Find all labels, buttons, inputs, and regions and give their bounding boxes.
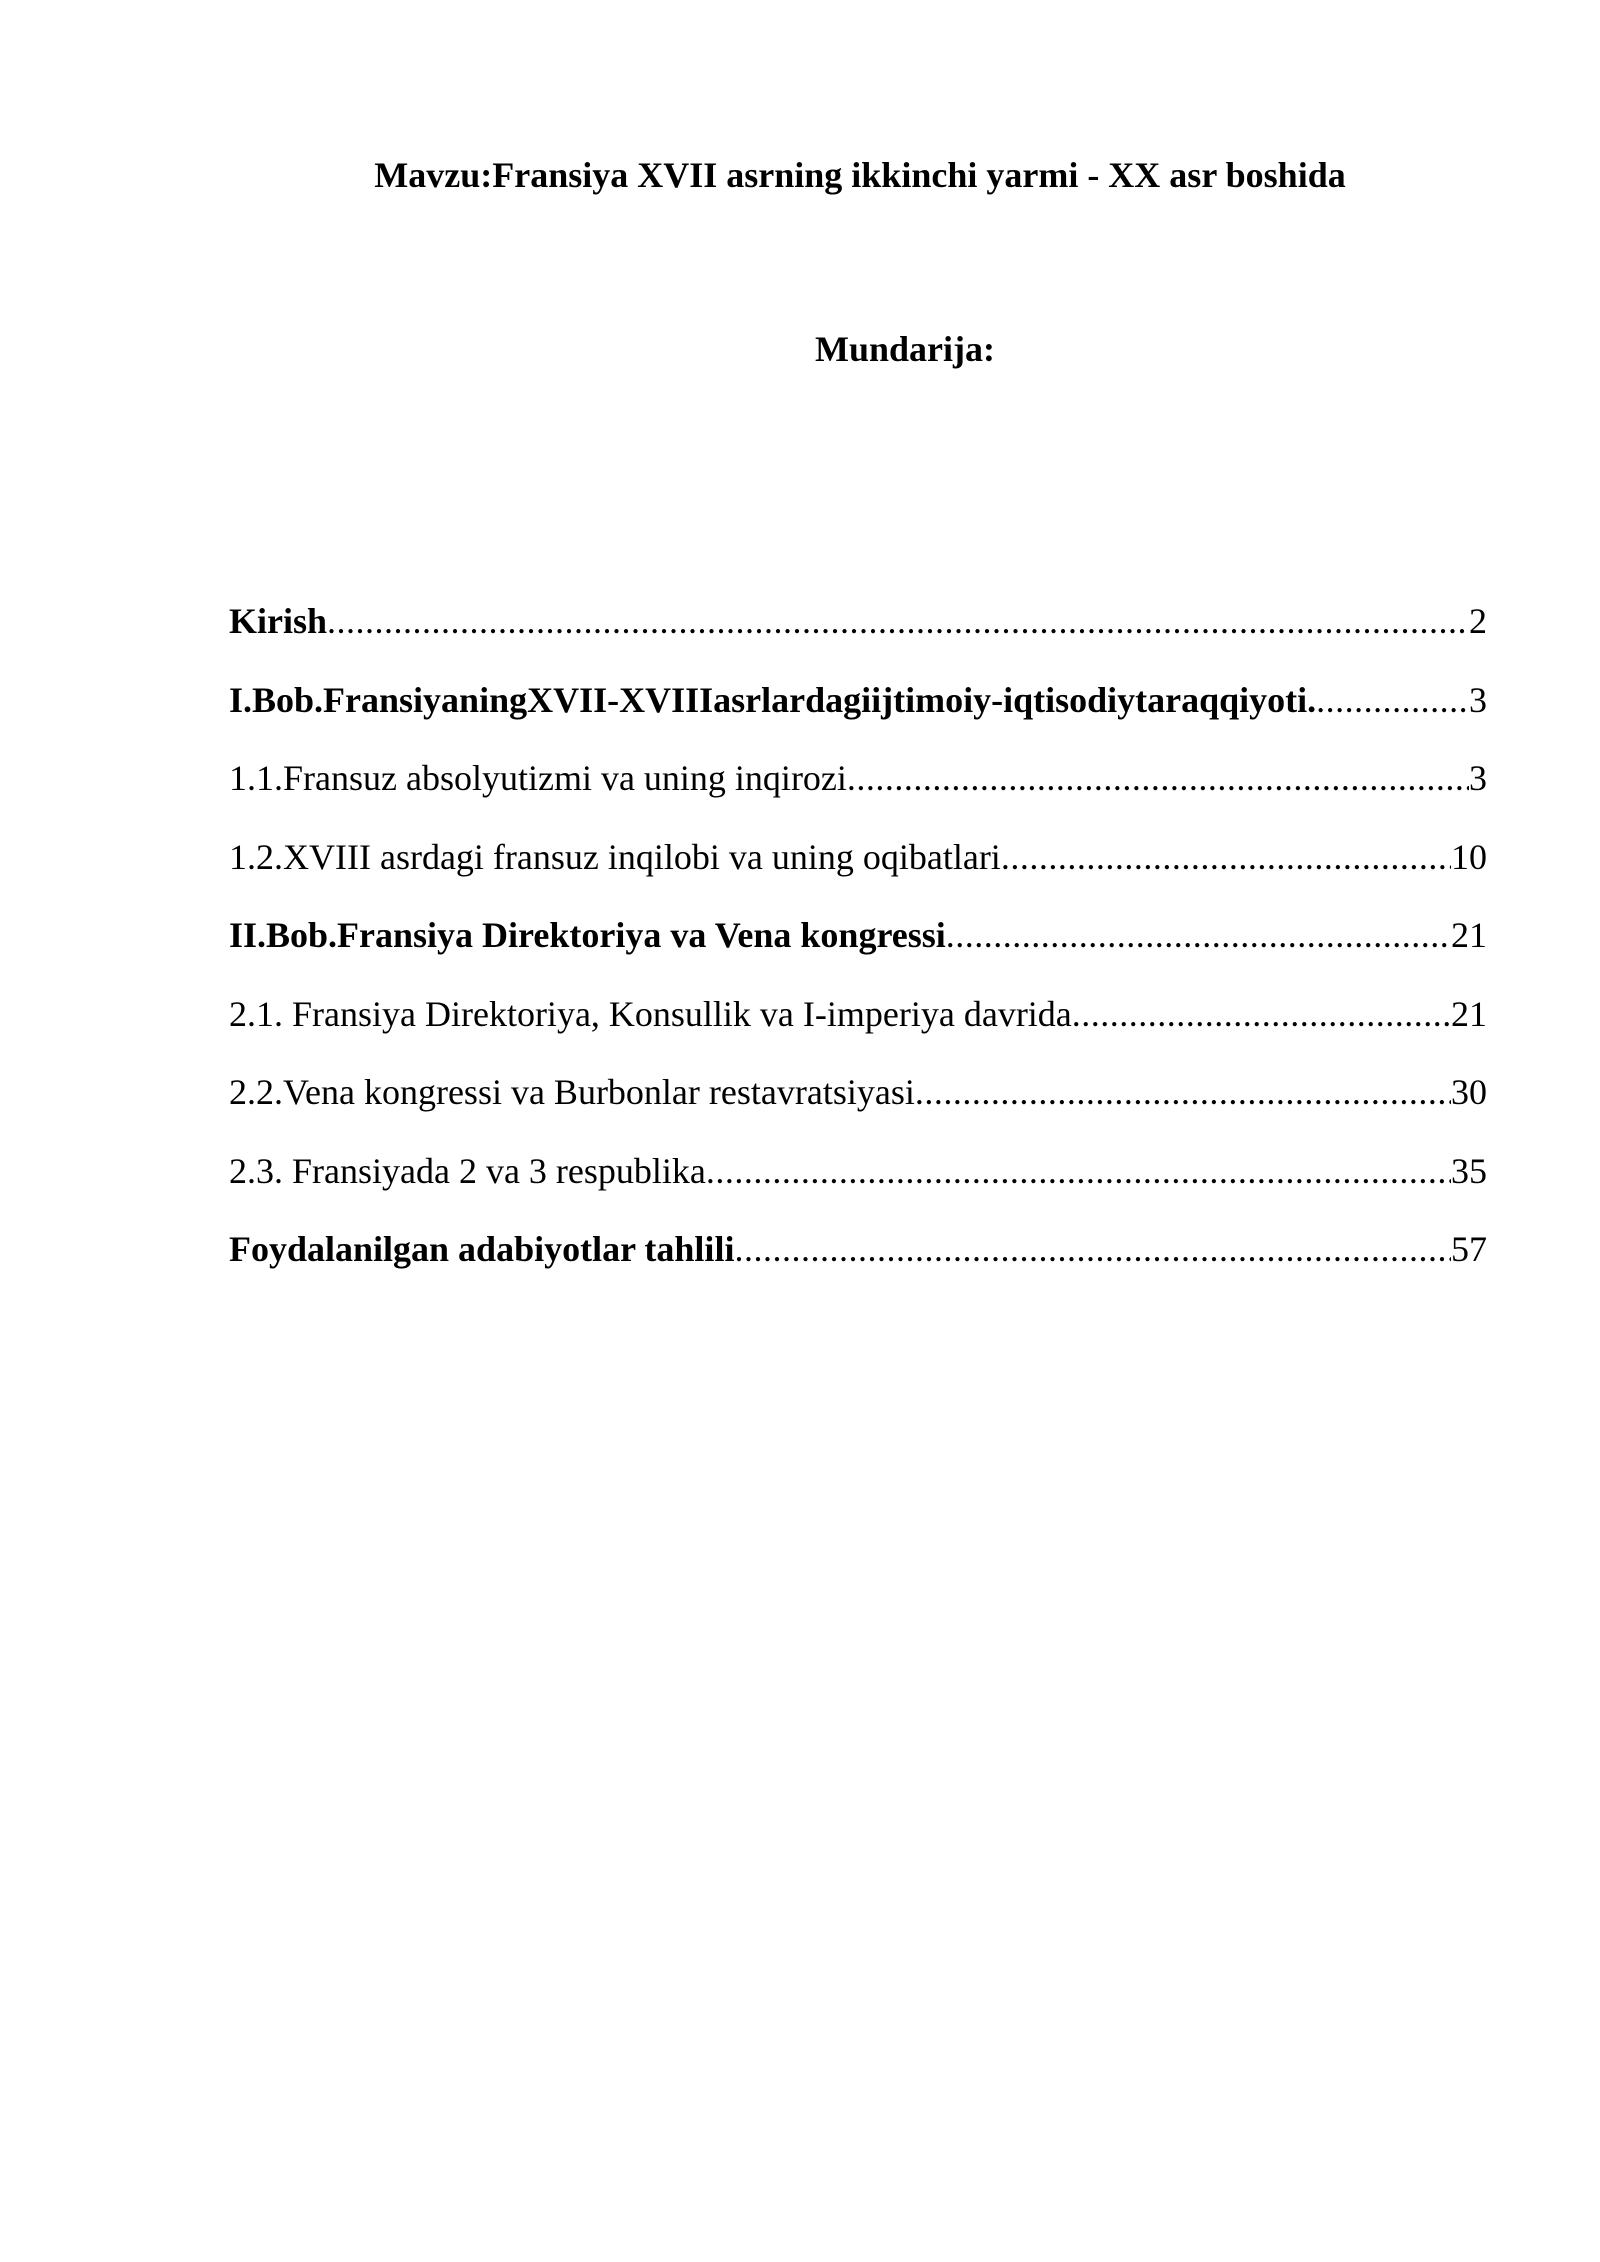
- toc-dot-leader: [1072, 989, 1451, 1039]
- toc-entry-section-2-3: [229, 1146, 1487, 1225]
- toc-entry-chapter-1: [229, 675, 1487, 754]
- toc-entry-label: 2.3. Fransiyada 2 va 3 respublika: [229, 1150, 706, 1191]
- table-of-contents: [229, 596, 1487, 1303]
- toc-entry-label: II.Bob.Fransiya Direktoriya va Vena kongressi: [229, 915, 946, 955]
- toc-entry-page: 3: [1469, 758, 1487, 798]
- toc-entry-section-1-1: [229, 753, 1487, 832]
- toc-dot-leader: [847, 753, 1469, 803]
- toc-entry-section-2-1: [229, 989, 1487, 1068]
- toc-entry-bibliography: [229, 1224, 1487, 1303]
- toc-dot-leader: [1001, 832, 1451, 882]
- toc-entry-page: 10: [1451, 836, 1487, 877]
- toc-dot-leader: [915, 1067, 1451, 1117]
- toc-entry-kirish: [229, 596, 1487, 675]
- toc-entry-chapter-2: [229, 910, 1487, 989]
- toc-entry-page: 35: [1451, 1150, 1487, 1191]
- toc-entry-label: 2.1. Fransiya Direktoriya, Konsullik va I-imperiya davrida: [229, 993, 1072, 1034]
- toc-entry-label: Kirish: [229, 601, 328, 641]
- toc-dot-leader: [327, 596, 1469, 646]
- toc-entry-page: 21: [1451, 993, 1487, 1034]
- toc-entry-page: 21: [1451, 915, 1487, 955]
- toc-dot-leader: [734, 1224, 1451, 1274]
- toc-entry-page: 3: [1469, 679, 1487, 720]
- toc-entry-label: Foydalanilgan adabiyotlar tahlili: [229, 1229, 735, 1269]
- toc-entry-label: 1.2.XVIII asrdagi fransuz inqilobi va uning oqibatlari: [229, 836, 1001, 877]
- toc-dot-leader: [946, 910, 1451, 960]
- toc-entry-label: 2.2.Vena kongressi va Burbonlar restavratsiyasi: [229, 1072, 915, 1112]
- toc-dot-leader: [1316, 675, 1469, 725]
- toc-entry-section-2-2: [229, 1067, 1487, 1146]
- toc-entry-label: I.Bob.FransiyaningXVII-XVIIIasrlardagiijtimoiy-iqtisodiytaraqqiyoti.: [229, 679, 1317, 720]
- toc-entry-page: 2: [1469, 601, 1487, 641]
- document-title: Mavzu:Fransiya XVII asrning ikkinchi yarmi - XX asr boshida: [374, 155, 1346, 195]
- toc-entry-page: 57: [1451, 1229, 1487, 1269]
- toc-entry-section-1-2: [229, 832, 1487, 911]
- toc-entry-page: 30: [1451, 1072, 1487, 1112]
- toc-dot-leader: [706, 1146, 1451, 1196]
- toc-heading: Mundarija:: [815, 329, 995, 369]
- toc-entry-label: 1.1.Fransuz absolyutizmi va uning inqirozi: [229, 758, 847, 798]
